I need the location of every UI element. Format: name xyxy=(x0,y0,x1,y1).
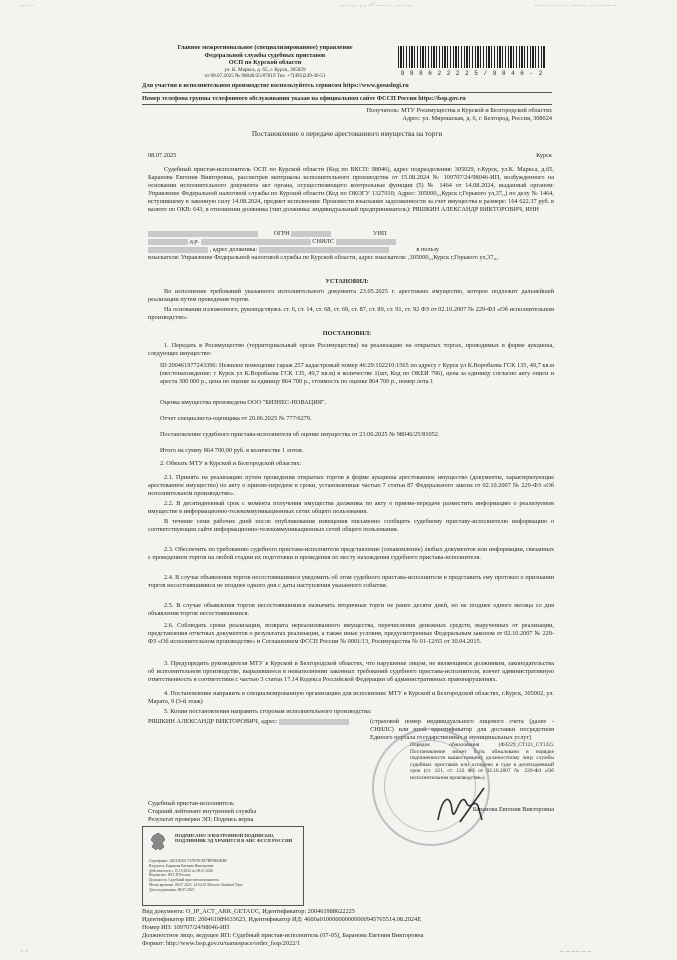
scan-artifact-bottom-right: -- -- ---- -- -- xyxy=(560,948,592,955)
esignature-line: Сертификат: 02032E0017A7B79C8E7BF0B84BB0 xyxy=(149,859,227,863)
resolved-heading: ПОСТАНОВИЛ: xyxy=(322,330,372,337)
intro-continued xyxy=(148,230,554,238)
item-1: 1. Передать в Росимущество (территориальный орган Росимущества) на реализацию на открытых торгах, проводимых в форме аукциона, следующее имущество: xyxy=(148,342,554,357)
divider xyxy=(142,92,552,93)
redaction xyxy=(259,247,389,253)
barcode xyxy=(398,46,546,68)
header-line-2: Федеральной службы судебных приставов xyxy=(204,51,326,59)
footer-ip-number: Номер ИП: 109707/24/98046-ИП xyxy=(142,924,230,931)
intro-paragraph: Судебный пристав-исполнитель ОСП по Курской области (Код по ВКСП: 98046), адрес подразделения: 305029, г.Курск, ул.К. Маркса, д.65, Баранова Евгения Викторовна, рассмотрев материалы исполнительного производства от 15.08.2024 № 109707/24/98046-ИП, возбужденного на основании исполнительного документа акт органа, осуществляющего контрольные функции (5) № 1464 от 14.08.2024, выданный органом: Управление Федеральной налоговой службы по Курской области (Код по ОКОГУ 1327010; Адрес: 305000,,,Курск г,Горького ул,37,,) по делу № 1464, вступившему в законную силу 14.08.2024, предмет исполнения: Произвести взыскание задолженности за счет имущества в размере: 164 622.37 руб. в валюте по ОКВ: 643, в отношении должника (тип должника: индивидуальный предприниматель): РЯШКИН АЛЕКСАНДР ВИКТОРОВИЧ, ИНН xyxy=(148,166,554,213)
footer-ids: Идентификатор ИП: 200461989633623, Идентификатор ИД: 4600a010000000000000945765514.08.2024E xyxy=(142,916,422,923)
footer-doc-type: Вид документа: O_IP_ACT_ARR_GETAUC, Идентификатор: 200461988622225 xyxy=(142,908,355,915)
item-2-6: 2.6. Соблюдать сроки реализации, возврата нереализованного имущества, перечисления денежных средств, вырученных от реализации, представления отчетных документов о результатах реализации, а также иные условия, предусмотренные Федеральным законом от 02.10.2007 № 229-ФЗ «Об исполнительном производстве» и Соглашением ФССП России № 0001/13, Росимущества № 01-12/65 от 30.04.2015. xyxy=(148,622,554,645)
esignature-line: Метка времени: 08.07.2025, 14:54:25 Moscow Standard Time xyxy=(149,882,243,887)
phone-note: Номер телефона группы телефонного обслуживания указан на официальном сайте ФССП России https://fssp.gov.ru xyxy=(142,95,466,102)
redaction xyxy=(201,239,311,245)
item-2-1: 2.1. Принять на реализацию путем проведения открытых торгов в форме аукциона арестованное имущество (документы, характеризующие арестованное имущество) по акту о приеме-передаче в сроки, установленные частью 7 статьи 87 Федерального закона от 02.10.2007 № 229-ФЗ «Об исполнительном производстве». xyxy=(148,474,554,497)
scan-artifact-right: ............. ....... ........... xyxy=(535,2,618,8)
header-line-4: ул. К. Маркса, д. 65, г. Курск, 305029 xyxy=(224,66,306,73)
redaction xyxy=(148,239,188,245)
signature-check: Результат проверки ЭП: Подпись верна xyxy=(148,816,254,823)
document-date: 08.07.2025 xyxy=(148,152,177,159)
esignature-details xyxy=(149,859,299,893)
document-title: Постановление о передаче арестованного имущества на торги xyxy=(251,130,443,138)
recipient-line-1: Получатель: МТУ Росимущества в Курской и Белгородской областях xyxy=(366,107,552,114)
header-line-5: от 08.07.2025 № 98046/25/87819 Тел. +7(495)249-30-51 xyxy=(204,73,326,80)
footer-format: Формат: http://www.fssp.gov.ru/namespace/order_fssp/2022/1 xyxy=(142,940,301,947)
intro-ogrn: ОГРН xyxy=(273,230,290,237)
scan-artifact-center: .....,..,...//....... ....... xyxy=(340,2,413,8)
appeal-procedure: Порядок обжалования (ФЗ229_СТ121_СТ122). Постановление может быть обжаловано в порядке подчиненности вышестоящему должностному лицу службы судебных приставов или оспорено в суде в десятидневный срок (ст. 121, ст. 122 ФЗ от 02.10.2007 № 229-ФЗ «Об исполнительном производстве»). xyxy=(410,742,554,781)
intro-claimant: взыскателя: Управление Федеральной налоговой службы по Курской области, адрес взыскателя: ,305000,,,Курск г,Горького ул,37,,, xyxy=(148,254,499,261)
barcode-number: 9 8 8 6 2 2 2 2 5 / 9 8 4 6 - 2 xyxy=(400,70,544,77)
appraiser-report: Отчет специалиста-оценщика от 20.06.2025 № 777/6279. xyxy=(160,415,312,422)
signer-position-1: Судебный пристав-исполнитель xyxy=(148,800,234,807)
intro-in-favor: в пользу xyxy=(416,246,439,253)
established-paragraph-2: На основании изложенного, руководствуясь ст. 6, ст. 14, ст. 68, ст. 69, ст. 87, ст. 89, ст. 91, ст. 92 ФЗ от 02.10.2007 № 229-ФЗ «Об исполнительном производстве» xyxy=(148,306,554,321)
document-city: Курск xyxy=(536,152,552,159)
esignature-line: Владелец: Баранова Евгения Викторовна xyxy=(149,863,214,868)
esignature-title: ПОДПИСАНО ЭЛЕКТРОННОЙ ПОДПИСЬЮ, ПОДЛИННИК ЭД ХРАНИТСЯ В АИС ФССП РОССИИ xyxy=(175,833,293,844)
item-2: 2. Обязать МТУ в Курской и Белгородской областях: xyxy=(160,460,302,467)
intro-snils: СНИЛС xyxy=(312,238,335,245)
item-2-2: 2.2. В десятидневный срок с момента получения имущества должника по акту о приеме-передаче разместить информацию о реализуемом имуществе в информационно-телекоммуникационных сетях общего пользования. xyxy=(148,500,554,515)
intro-birth: д.р. xyxy=(189,238,200,245)
esignature-line: Ведомство: ФССП России xyxy=(149,873,191,878)
property-description: ID 200461977243396: Нежилое помещение гараж 257 кадастровый номер 46:29:102210:1565 по адресу г Курск ул К.Воробьева ГСК 135, 49,7 кв.м (местонахождение: г Курск ул К.Воробьева ГСК 135, 49,7 кв.м) в количестве 1(шт, Код по ОКЕИ 796), цена за единицу согласно акту описи и ареста 300 000 р., цена по оценке за единицу 864 700 р., стоимость по оценке 864 700 р., номер лота 1 xyxy=(160,362,554,385)
intro-debtor-address: , адрес должника: xyxy=(209,246,258,253)
signer-name: Баранова Евгения Викторовна xyxy=(472,806,554,813)
esignature-box xyxy=(142,826,304,906)
authority-header xyxy=(150,44,380,80)
redaction xyxy=(291,231,331,237)
total-amount: Итого на сумму 864 700,00 руб. в количестве 1 лотов. xyxy=(160,447,304,454)
signer-position-2: Старший лейтенант внутренней службы xyxy=(148,808,257,815)
redaction xyxy=(148,231,258,237)
participation-note: Для участия в исполнительном производстве воспользуйтесь сервисом https://www.gosuslugi.ru xyxy=(142,82,409,89)
item-2-5: 2.5. В случае объявления торгов несостоявшимися назначить вторичные торги не ранее десяти дней, но не позднее одного месяца со дня объявления торгов несостоявшимися. xyxy=(148,602,554,617)
item-2-2-continued: В течение семи рабочих дней после опубликования извещения письменно сообщить судебному приставу-исполнителю информацию о соответствующем сайте информационно-телекоммуникационных сетей общего пользования. xyxy=(148,518,554,533)
divider xyxy=(142,104,552,105)
item-5-tail: (страховой номер индивидуального лицевого счета (далее - СНИЛС) или иной идентификатор для доставки посредством Единого портала государственных и муниципальных услуг) xyxy=(370,718,554,741)
esignature-line: Должность: Судебный пристав-исполнитель xyxy=(149,878,219,883)
item-5: 5. Копии постановления направить сторонам исполнительного производства: xyxy=(164,708,372,715)
redaction xyxy=(279,719,349,725)
intro-uip: УИП xyxy=(372,230,387,237)
intro-continued-3 xyxy=(148,246,554,254)
established-heading: УСТАНОВИЛ: xyxy=(325,278,369,285)
party-name: РЯШКИН АЛЕКСАНДР ВИКТОРОВИЧ, адрес: xyxy=(148,718,278,725)
coat-of-arms-icon xyxy=(147,831,169,853)
intro-continued-2 xyxy=(148,238,554,246)
recipient-line-2: Адрес: ул. Мирошская, д. 6, г. Белгород, Россия, 308024 xyxy=(402,115,552,122)
item-2-3: 2.3. Обеспечить по требованию судебного пристава-исполнителя представление (ознакомление) любых документов или информации, связанных с проведением торгов на любой стадии их подготовки и проведения по месту нахождения судебного пристава-исполнителя. xyxy=(148,546,554,561)
scan-artifact-bottom-left: ~ ~ xyxy=(20,948,29,955)
established-paragraph-1: Во исполнение требований указанного исполнительного документа 23.05.2025 г. арестовано имущество, которое подлежит дальнейшей реализации путем проведения торгов. xyxy=(148,288,554,303)
header-line-3: ОСП по Курской области xyxy=(228,59,302,67)
redaction xyxy=(148,247,208,253)
valuation-resolution: Постановление судебного пристава-исполнителя об оценке имущества от 23.06.2025 № 98046/25/81052. xyxy=(160,431,440,438)
header-line-1: Главное межрегиональное (специализированное) управление xyxy=(177,44,353,51)
valuation-company: Оценка имущества произведена ООО "БИЗНЕС-НОВАЦИЯ". xyxy=(160,399,327,406)
scan-artifact-left: ...... xyxy=(20,2,35,8)
esignature-line: Дата подписания: 08.07.2025 xyxy=(149,887,195,892)
item-3: 3. Предупредить руководителя МТУ в Курской и Белгородской областях, что нарушение лицом, не являющимся должником, законодательства об исполнительном производстве, выразившееся в невыполнении законных требований судебного пристава-исполнителя, влечет административную ответственность в соответствии с частью 3 статьи 17.14 Кодекса Российской Федерации об административных правонарушениях. xyxy=(148,660,554,683)
item-2-4: 2.4. В случае объявления торгов несостоявшимися уведомить об этом судебного пристава-исполнителя и представить ему протокол о признании торгов несостоявшимися не позднее одного дня с даты наступления указанного события. xyxy=(148,574,554,589)
redaction xyxy=(336,239,396,245)
esignature-line: Действителен с 15.10.2024 по 08.01.2026 xyxy=(149,868,214,873)
footer-official: Должностное лицо, ведущее ИП: Судебный пристав-исполнитель (07-05), Баранова Евгения Викторовна xyxy=(142,932,424,939)
item-4: 4. Постановление направить в специализированную организацию для исполнения: МТУ в Курской и Белгородской областях, г.Курск, 305002, ул. Марата, 9 (3-й этаж) xyxy=(148,690,554,705)
